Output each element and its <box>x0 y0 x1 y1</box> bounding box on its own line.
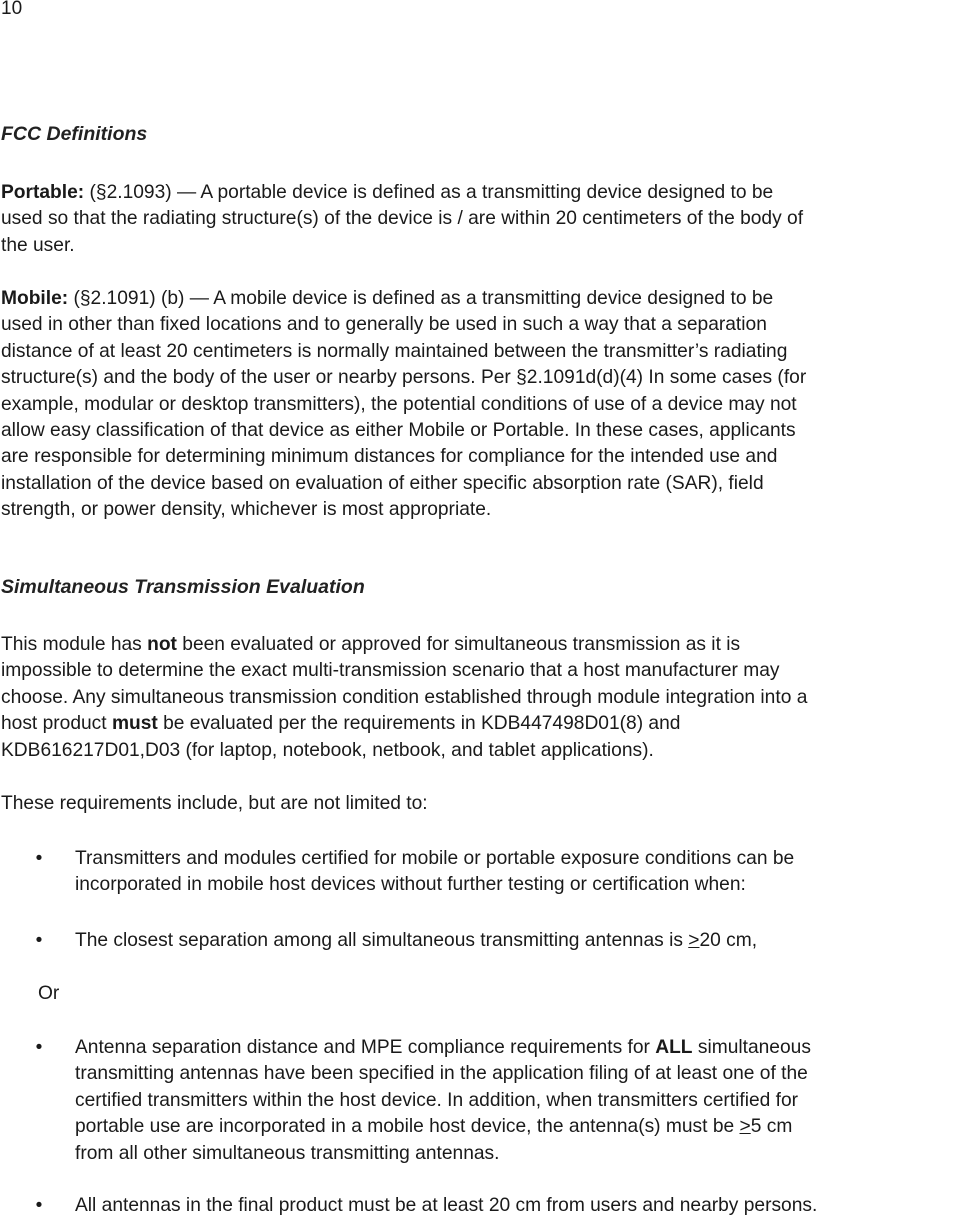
mobile-term: Mobile: <box>1 288 69 309</box>
mobile-line-4: structure(s) and the body of the user or nearby persons. Per §2.1091d(d)(4) In some cases (for <box>1 367 807 389</box>
intro-line-1-pre: This module has <box>1 634 148 655</box>
bullet-3-line-4-pre: portable use are incorporated in a mobile host device, the antenna(s) must be <box>75 1116 740 1138</box>
mobile-line-2: used in other than fixed locations and to generally be used in such a way that a separation <box>1 314 767 336</box>
bullet-2-pre: The closest separation among all simultaneous transmitting antennas is <box>75 930 689 951</box>
bullet-2-post: 20 cm, <box>699 930 758 951</box>
mobile-line-9: strength, or power density, whichever is most appropriate. <box>1 499 492 521</box>
fcc-definitions-heading: FCC Definitions <box>1 123 148 145</box>
bullet-1-line-2: incorporated in mobile host devices without further testing or certification when: <box>75 874 746 896</box>
simultaneous-transmission-heading: Simultaneous Transmission Evaluation <box>1 576 365 598</box>
bullet-3-line-5: from all other simultaneous transmitting antennas. <box>75 1142 500 1164</box>
bullet-4-text: All antennas in the final product must be at least 20 cm from users and nearby persons. <box>75 1195 818 1216</box>
page-number: 10 <box>1 0 23 19</box>
portable-definition <box>1 180 970 259</box>
bullet-3-line-1-pre: Antenna separation distance and MPE compliance requirements for <box>75 1037 656 1058</box>
bullet-marker: • <box>35 1037 43 1058</box>
mobile-line-3: distance of at least 20 centimeters is normally maintained between the transmitter’s radiating <box>1 340 788 362</box>
bullet-marker: • <box>35 848 43 869</box>
mobile-line-5: example, modular or desktop transmitters), the potential conditions of use of a device may not <box>1 393 797 415</box>
greater-equal-symbol: > <box>739 1116 751 1138</box>
intro-not-emphasis: not <box>147 634 177 655</box>
requirements-intro: These requirements include, but are not limited to: <box>1 793 428 814</box>
bullet-3-line-4-post: 5 cm <box>750 1116 793 1138</box>
mobile-line-7: are responsible for determining minimum distances for compliance for the intended use and <box>1 446 778 468</box>
bullet-3-line-3: certified transmitters within the host device. In addition, when transmitters certified for <box>75 1089 799 1111</box>
portable-line-3: the user. <box>1 234 75 256</box>
bullet-marker: • <box>35 930 43 951</box>
bullet-3-line-2: transmitting antennas have been specified in the application filing of at least one of the <box>75 1063 808 1085</box>
bullet-1-line-1: Transmitters and modules certified for mobile or portable exposure conditions can be <box>75 848 795 869</box>
intro-line-1-post: been evaluated or approved for simultaneous transmission as it is <box>176 634 741 655</box>
mobile-definition <box>1 286 970 524</box>
portable-term: Portable: <box>1 182 85 203</box>
or-connector: Or <box>38 983 60 1004</box>
bullet-3-line-1-post: simultaneous <box>692 1037 811 1058</box>
intro-line-2: impossible to determine the exact multi-transmission scenario that a host manufacturer may <box>1 660 780 682</box>
mobile-line-1: (§2.1091) (b) — A mobile device is defined as a transmitting device designed to be <box>68 288 774 309</box>
mobile-line-8: installation of the device based on evaluation of either specific absorption rate (SAR), field <box>1 472 764 494</box>
simultaneous-intro-paragraph <box>1 632 970 764</box>
intro-line-5: KDB616217D01,D03 (for laptop, notebook, netbook, and tablet applications). <box>1 739 654 761</box>
all-emphasis: ALL <box>655 1037 693 1058</box>
portable-line-2: used so that the radiating structure(s) of the device is / are within 20 centimeters of the body of <box>1 208 804 230</box>
intro-line-4-post: be evaluated per the requirements in KDB447498D01(8) and <box>157 713 681 735</box>
intro-line-3: choose. Any simultaneous transmission condition established through module integration into a <box>1 686 808 708</box>
bullet-marker: • <box>35 1195 43 1216</box>
intro-line-4-pre: host product <box>1 713 112 735</box>
greater-equal-symbol: > <box>688 930 700 951</box>
intro-must-emphasis: must <box>111 713 158 735</box>
mobile-line-6: allow easy classification of that device as either Mobile or Portable. In these cases, applicants <box>1 420 796 442</box>
portable-line-1: (§2.1093) — A portable device is defined as a transmitting device designed to be <box>84 182 774 203</box>
